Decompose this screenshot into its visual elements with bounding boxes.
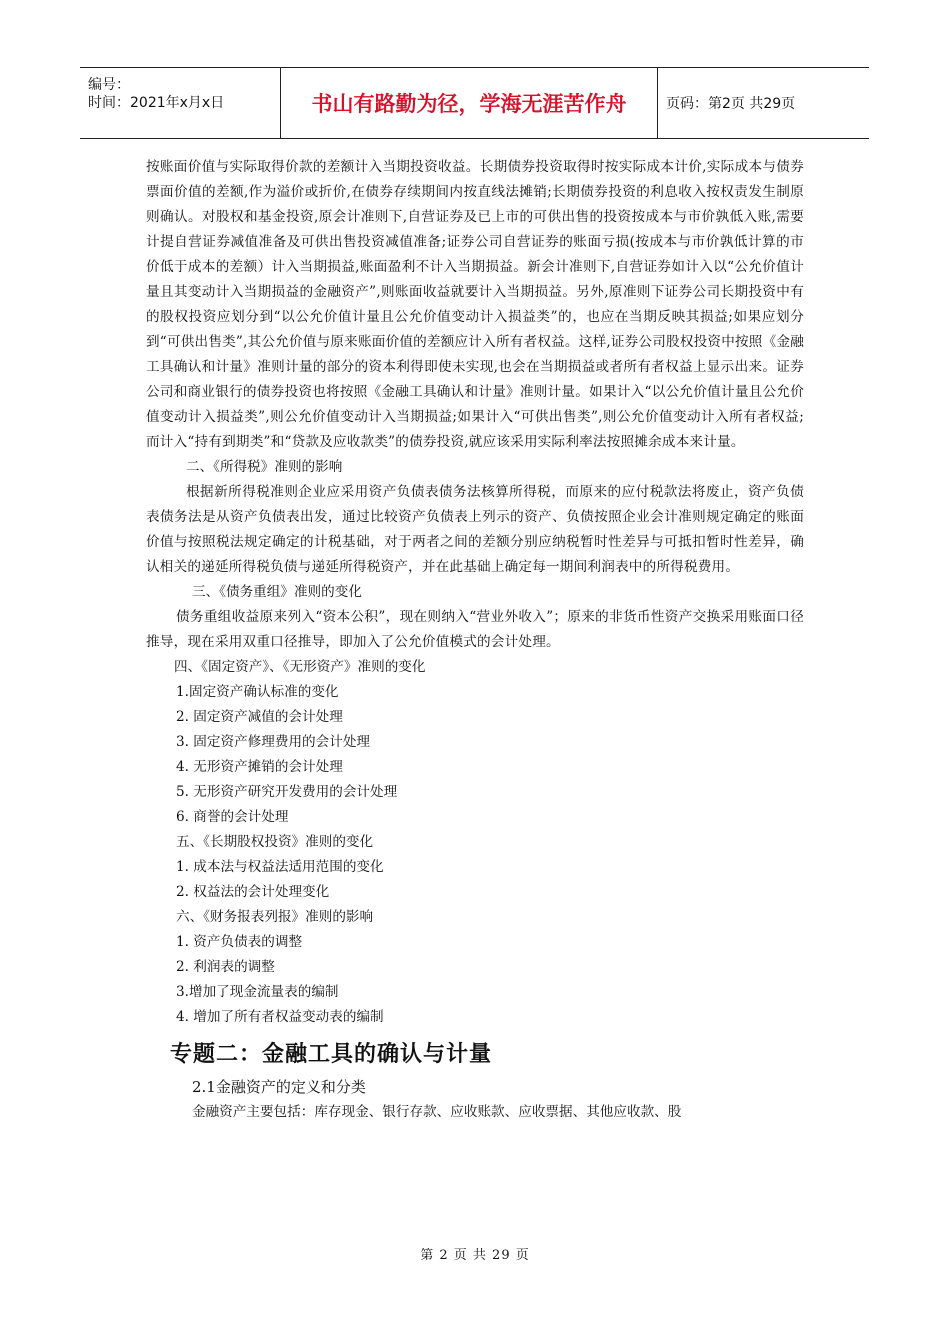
section-heading-fixed-intangible-assets: 四、《固定资产》、《无形资产》准则的变化: [174, 659, 426, 675]
section-heading-long-term-equity: 五、《长期股权投资》准则的变化: [176, 834, 374, 850]
list-item: 6. 商誉的会计处理: [176, 809, 289, 825]
list-item: 4. 无形资产摊销的会计处理: [176, 759, 343, 775]
list-item: 2. 利润表的调整: [176, 959, 275, 975]
list-item: 5. 无形资产研究开发费用的会计处理: [176, 784, 398, 800]
page-header: [80, 67, 869, 139]
list-item: 1. 成本法与权益法适用范围的变化: [176, 859, 384, 875]
page-footer: 第 2 页 共 29 页: [420, 1248, 530, 1263]
header-page-info: 页码：第2页 共29页: [666, 96, 796, 112]
document-number-label: 编号：: [88, 77, 130, 93]
list-item: 1.固定资产确认标准的变化: [176, 684, 339, 700]
list-item: 2. 固定资产减值的会计处理: [176, 709, 343, 725]
list-item: 3.增加了现金流量表的编制: [176, 984, 339, 1000]
subsection-heading: 2.1金融资产的定义和分类: [192, 1078, 366, 1096]
header-motto: 书山有路勤为径，学海无涯苦作舟: [281, 68, 658, 138]
document-time-label: 时间：2021年x月x日: [88, 95, 225, 111]
list-item: 4. 增加了所有者权益变动表的编制: [176, 1009, 384, 1025]
document-body: [146, 155, 804, 1125]
body-paragraph-last-line: 金融资产主要包括：库存现金、银行存款、应收账款、应收票据、其他应收款、股: [192, 1104, 682, 1120]
section-heading-debt-restructuring: 三、《债务重组》准则的变化: [192, 584, 362, 600]
body-paragraph-2: 根据新所得税准则企业应采用资产负债表债务法核算所得税，而原来的应付税款法将废止，资产负债表债务法是从资产负债表出发，通过比较资产负债表上列示的资产、负债按照企业会计准则规定确定的账面价值与按照税法规定确定的计税基础，对于两者之间的差额分别应纳税暂时性差异与可抵扣暂时性差异，确认相关的递延所得税负债与递延所得税资产，并在此基础上确定每一期间利润表中的所得税费用。: [146, 484, 804, 575]
section-heading-income-tax: 二、《所得税》准则的影响: [186, 459, 343, 475]
topic-title: 专题二：金融工具的确认与计量: [170, 1042, 493, 1067]
list-item: 1. 资产负债表的调整: [176, 934, 303, 950]
body-paragraph-3: 债务重组收益原来列入“资本公积”，现在则纳入“营业外收入”；原来的非货币性资产交换采用账面口径推导，现在采用双重口径推导，即加入了公允价值模式的会计处理。: [146, 609, 804, 650]
body-paragraph-1: 按账面价值与实际取得价款的差额计入当期投资收益。长期债券投资取得时按实际成本计价,实际成本与债券票面价值的差额,作为溢价或折价,在债券存续期间内按直线法摊销;长期债券投资的利息收入按权责发生制原则确认。对股权和基金投资,原会计准则下,自营证券及已上市的可供出售的投资按成本与市价孰低入账,需要计提自营证券减值准备及可供出售投资减值准备;证券公司自营证券的账面亏损(按成本与市价孰低计算的市价低于成本的差额）计入当期损益,账面盈利不计入当期损益。新会计准则下,自营证券如计入以“公允价值计量且其变动计入当期损益的金融资产”,则账面收益就要计入当期损益。另外,原准则下证券公司长期投资中有的股权投资应划分到“以公允价值计量且公允价值变动计入损益类”的，也应在当期反映其损益;如果应划分到“可供出售类”,其公允价值与原来账面价值的差额应计入所有者权益。这样,证券公司股权投资中按照《金融工具确认和计量》准则计量的部分的资本利得即使未实现,也会在当期损益或者所有者权益上显示出来。证券公司和商业银行的债券投资也将按照《金融工具确认和计量》准则计量。如果计入“以公允价值计量且公允价值变动计入损益类”,则公允价值变动计入当期损益;如果计入“可供出售类”,则公允价值变动计入所有者权益;而计入“持有到期类”和“贷款及应收款类”的债券投资,就应该采用实际利率法按照摊余成本来计量。: [146, 159, 804, 450]
list-item: 3. 固定资产修理费用的会计处理: [176, 734, 371, 750]
section-heading-financial-statements: 六、《财务报表列报》准则的影响: [176, 909, 374, 925]
list-item: 2. 权益法的会计处理变化: [176, 884, 330, 900]
header-meta-cell: [80, 68, 281, 138]
